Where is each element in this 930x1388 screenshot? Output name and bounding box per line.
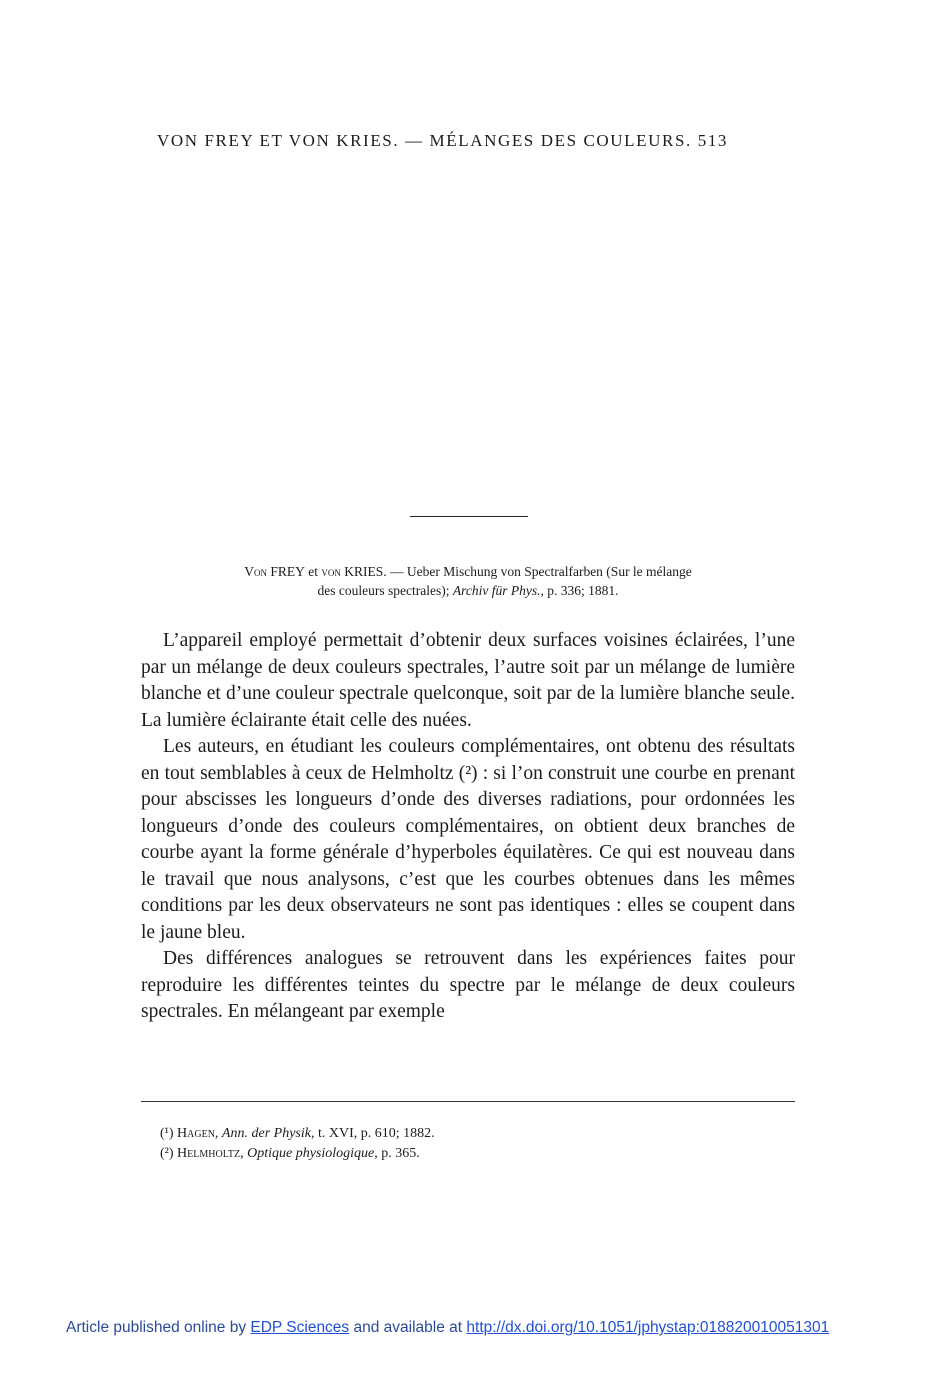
footer-middle: and available at <box>349 1319 467 1336</box>
footnote-work: Ann. der Physik <box>221 1126 311 1141</box>
footnote-rule <box>141 1101 795 1102</box>
footnote-marker: (¹) <box>160 1126 174 1141</box>
footnote-2: (²) Helmholtz, Optique physiologique, p. 365. <box>160 1146 420 1161</box>
reference-title: . — Ueber Mischung von Spectralfarben (Sur le mélange <box>383 564 692 579</box>
reference-details: , p. 336; 1881. <box>540 583 619 598</box>
reference-title-continued: des couleurs spectrales); <box>317 583 453 598</box>
footnote-details: , p. 365. <box>374 1146 420 1161</box>
footnotes <box>160 1124 780 1164</box>
reference-author-2: von KRIES <box>321 564 384 579</box>
footnote-details: , t. XVI, p. 610; 1882. <box>310 1126 435 1141</box>
bibliographic-reference <box>140 562 796 600</box>
footer-prefix: Article published online by <box>66 1319 251 1336</box>
footnote-work: Optique physiologique <box>247 1146 375 1161</box>
reference-conjunction: et <box>304 564 322 579</box>
footnote-1: (¹) Hagen, Ann. der Physik, t. XVI, p. 610; 1882. <box>160 1126 435 1141</box>
footnote-marker: (²) <box>160 1146 174 1161</box>
publisher-footer <box>66 1319 866 1337</box>
reference-journal: Archiv für Phys. <box>452 583 541 598</box>
reference-author-1: Von FREY <box>244 564 305 579</box>
section-separator <box>410 516 528 517</box>
running-header <box>157 131 793 151</box>
doi-link[interactable]: http://dx.doi.org/10.1051/jphystap:018820010051301 <box>466 1319 830 1336</box>
running-title: VON FREY ET VON KRIES. — MÉLANGES DES COULEURS. <box>157 131 692 150</box>
reference-line-2 <box>140 581 796 600</box>
article-body <box>141 628 795 1026</box>
footnote-author: Hagen <box>177 1126 215 1141</box>
body-paragraph-2: Les auteurs, en étudiant les couleurs complémentaires, ont obtenu des résultats en tout semblables à ceux de Helmholtz (²) : si l’on construit une courbe en prenant pour abscisses les longueurs d’onde des diverses radiations, pour ordonnées les longueurs d’onde des couleurs complémentaires, on obtient deux branches de courbe ayant la forme générale d’hyperboles équilatères. Ce qui est nouveau dans le travail que nous analysons, c’est que les courbes obtenues dans les mêmes conditions par les deux observateurs ne sont pas identiques : elles se coupent dans le jaune bleu. <box>141 736 795 943</box>
page-number: 513 <box>697 131 729 150</box>
body-paragraph-3: Des différences analogues se retrouvent dans les expériences faites pour reproduire les différentes teintes du spectre par le mélange de deux couleurs spectrales. En mélangeant par exemple <box>141 948 795 1022</box>
body-paragraph-1: L’appareil employé permettait d’obtenir deux surfaces voisines éclairées, l’une par un mélange de deux couleurs spectrales, l’autre soit par un mélange de lumière blanche et d’une couleur spectrale quelconque, soit par de la lumière blanche seule. La lumière éclairante était celle des nuées. <box>141 630 795 731</box>
publisher-link[interactable]: EDP Sciences <box>250 1319 350 1336</box>
footnote-author: Helmholtz <box>177 1146 241 1161</box>
